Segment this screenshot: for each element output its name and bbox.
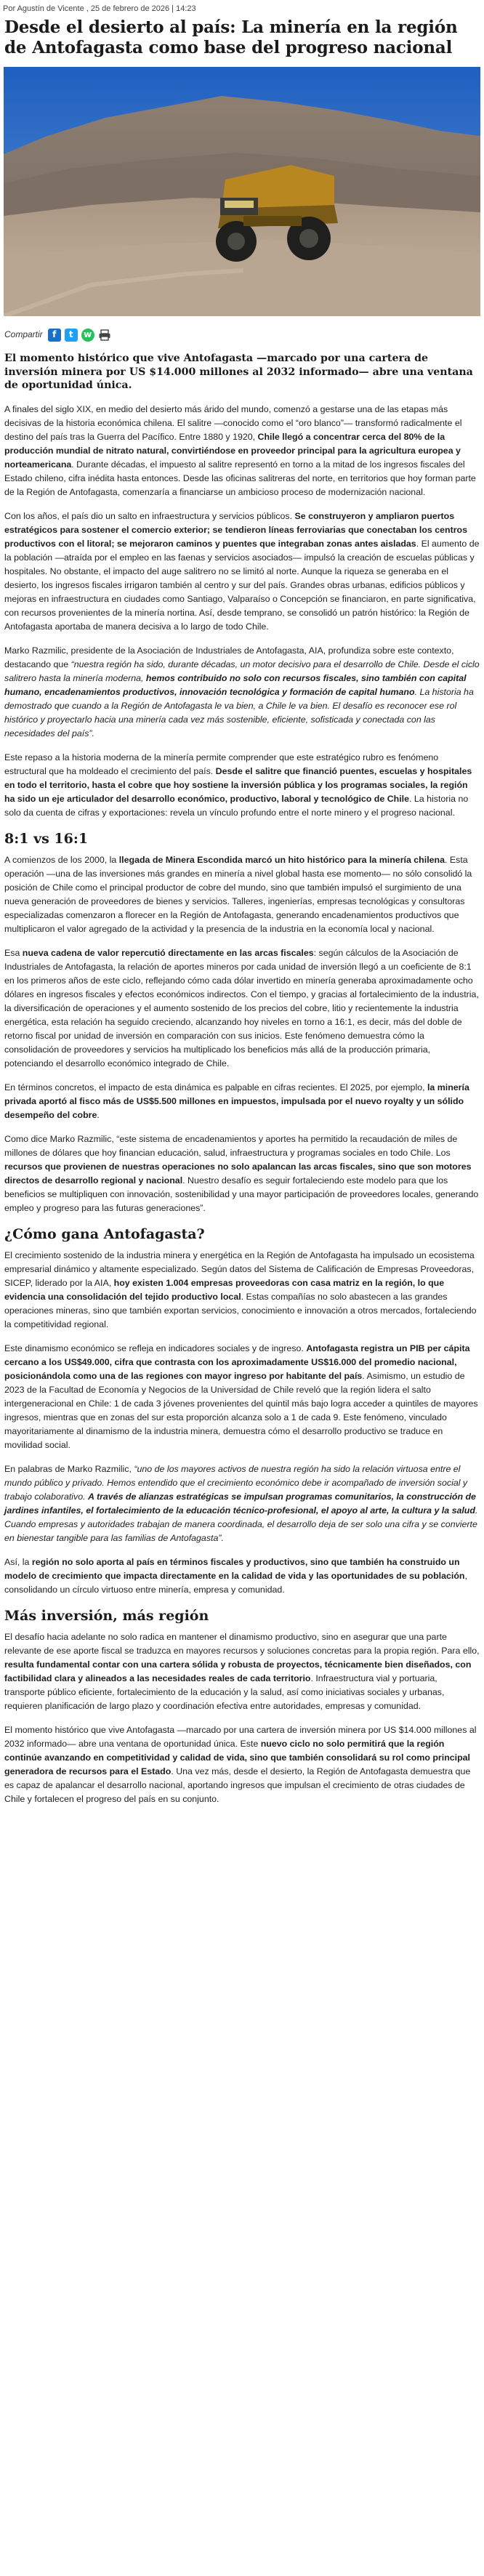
paragraph-12: Así, la región no solo aporta al país en términos fiscales y productivos, sino que también ha construido un modelo de crecimiento que impacta directamente en la calidad de vida y las oportunidades de su población, consolidando un círculo virtuoso entre minería, empresa y comunidad. — [4, 1556, 467, 1595]
subheading-como-gana: ¿Cómo gana Antofagasta? — [4, 1225, 205, 1242]
whatsapp-share-button[interactable]: w — [81, 329, 94, 342]
paragraph-6: Esa nueva cadena de valor repercutió directamente en las arcas fiscales: según cálculos de la Asociación de Industriales de Antofagasta, la relación de aportes mineros por cada unidad de inversión llegó a un coeficiente de 8:1 en los primeros años de este ciclo, reflejando cómo cada dólar invertido en minería generaba aproximadamente ocho dólares en ingresos fiscales y efectos económicos indirectos. Con el tiempo, y gracias al fortalecimiento de la industria, la diversificación de operaciones y el aumento sostenido de los precios del cobre, litio y recientemente la industria energética, esta relación ha seguido creciendo, alcanzando hoy niveles en torno a 16:1, es decir, más del doble de retorno fiscal por unidad de inversión en comparación con sus inicios. Este fenómeno demuestra cómo la consolidación de proveedores y servicios ha multiplicado los beneficios más allá de la producción primaria, potenciando el desarrollo económico integrado de Chile. — [4, 947, 479, 1068]
paragraph-1: A finales del siglo XIX, en medio del desierto más árido del mundo, comenzó a gestarse una de las etapas más decisivas de la historia económica chilena. El salitre —conocido como el “oro blanco”— transformó radicalmente el destino del país tras la Guerra del Pacífico. Entre 1880 y 1920, Chile llegó a concentrar cerca del 80% de la producción mundial de nitrato natural, convirtiéndose en proveedor principal para la agricultura europea y norteamericana. Durante décadas, el impuesto al salitre representó en torno a la mitad de los ingresos fiscales del Estado chileno, cifra inédita hasta entonces. Desde las oficinas salitreras del norte, en territorios que hoy forman parte de la Región de Antofagasta, comenzaría a financiarse un ambicioso proceso de modernización nacional. — [4, 403, 476, 497]
paragraph-11: En palabras de Marko Razmilic, “uno de los mayores activos de nuestra región ha sido la relación virtuosa entre el mundo público y privado. Hemos entendido que el crecimiento económico debe ir acompañado de inversión social y trabajo colaborativo. A través de alianzas estratégicas se impulsan programas comunitarios, la construcción de jardines infantiles, el fortalecimiento de la educación técnico-profesional, el apoyo al arte, la cultura y la salud. Cuando empresas y autoridades trabajan de manera coordinada, el desarrollo deja de ser solo una cifra y se convierte en bienestar tangible para las familias de Antofagasta”. — [4, 1463, 478, 1543]
article-byline: Por Agustín de Vicente , 25 de febrero de 2026 | 14:23 — [3, 4, 196, 13]
share-label: Compartir — [4, 329, 43, 339]
paragraph-7: En términos concretos, el impacto de esta dinámica es palpable en cifras recientes. El 2025, por ejemplo, la minería privada aportó al fisco más de US$5.500 millones en impuestos, impulsada por el nuevo royalty y un sólido desempeño del cobre. — [4, 1082, 469, 1120]
print-icon[interactable] — [98, 329, 111, 342]
subheading-ratio: 8:1 vs 16:1 — [4, 830, 89, 847]
twitter-share-button[interactable]: t — [65, 329, 78, 342]
paragraph-3: Marko Razmilic, presidente de la Asociación de Industriales de Antofagasta, AIA, profundiza sobre este contexto, destacando que “nuestra región ha sido, durante décadas, un motor decisivo para el desarrollo de Chile. Desde el ciclo salitrero hasta la minería moderna, hemos contribuido no solo con recursos fiscales, sino también con capital humano, encadenamientos productivos, innovación tecnológica y formación de capital humano. La historia ha demostrado que cuando a la Región de Antofagasta le va bien, a Chile le va bien. El desafío es reconocer ese rol histórico y proyectarlo hacia una minería cada vez más sostenible, eficiente, sofisticada y conectada con las necesidades del país”. — [4, 645, 480, 738]
paragraph-9: El crecimiento sostenido de la industria minera y energética en la Región de Antofagasta ha impulsado un ecosistema empresarial dinámico y altamente especializado. Según datos del Sistema de Calificación de Empresas Proveedoras, SICEP, liderado por la AIA, hoy existen 1.004 empresas proveedoras con casa matriz en la región, lo que evidencia una consolidación del tejido productivo local. Estas compañías no solo abastecen a las grandes operaciones mineras, sino que también exportan servicios, conocimiento e innovación a otros mercados, fortaleciendo la competitividad regional. — [4, 1249, 477, 1329]
paragraph-14: El momento histórico que vive Antofagasta —marcado por una cartera de inversión minera por US $14.000 millones al 2032 informado— abre una ventana de oportunidad única. Este nuevo ciclo no solo permitirá que la región continúe avanzando en competitividad y calidad de vida, sino que también consolidará su rol como principal generadora de recursos para el Estado. Una vez más, desde el desierto, la Región de Antofagasta demuestra que es capaz de apalancar el desarrollo nacional, aportando ingresos que impulsan el crecimiento de otras ciudades de Chile y fortalecen el progreso del país en su conjunto. — [4, 1724, 477, 1804]
paragraph-2: Con los años, el país dio un salto en infraestructura y servicios públicos. Se construyeron y ampliaron puertos estratégicos para sostener el comercio exterior; se tendieron líneas ferroviarias que conectaban los centros productivos con el litoral; se mejoraron caminos y puentes que integraban zonas antes aisladas. El aumento de la población —atraída por el empleo en las faenas y servicios asociados— impulsó la creación de escuelas públicas y hospitales. No obstante, el impacto del auge salitrero no se limitó al norte. Aunque la riqueza se generaba en el desierto, los ingresos fiscales irrigaron también al centro y sur del país. Grandes obras urbanas, edificios públicos y mejoras en infraestructura en ciudades como Santiago, Valparaíso o Concepción se financiaron, en parte significativa, con recursos provenientes de la minería nortina. Así, desde temprano, se consolidó un patrón histórico: la Región de Antofagasta aportaba de manera decisiva a lo largo de todo Chile. — [4, 510, 480, 632]
facebook-share-button[interactable]: f — [48, 329, 61, 342]
article-headline: Desde el desierto al país: La minería en la región de Antofagasta como base del progreso nacional — [4, 17, 458, 57]
hero-photo-mining-truck — [4, 67, 480, 316]
paragraph-4: Este repaso a la historia moderna de la minería permite comprender que este estratégico rubro es fenómeno estructural que ha moldeado el crecimiento del país. Desde el salitre que financió puentes, escuelas y hospitales en todo el territorio, hasta el cobre que hoy sostiene la inversión pública y los programas sociales, la región ha sido un eje articulador del desarrollo económico, productivo, laboral y tecnológico de Chile. La historia no solo da cuenta de cifras y exportaciones: revela un vínculo profundo entre el norte minero y el progreso nacional. — [4, 752, 472, 818]
subheading-mas-inversion: Más inversión, más región — [4, 1607, 209, 1624]
paragraph-5: A comienzos de los 2000, la llegada de Minera Escondida marcó un hito histórico para la minería chilena. Esta operación —una de las inversiones más grandes en minería a nivel global hasta ese momento— no sólo consolidó la posición de Chile como el principal productor de cobre del mundo, sino que también impulsó el surgimiento de una nueva generación de proveedores de bienes y servicios. Talleres, ingenierías, empresas tecnológicas y consultoras especializadas comenzaron a florecer en la Región de Antofagasta, generando encadenamientos productivos que multiplicaron el valor agregado de la actividad y la presencia de la industria en la economía local y nacional. — [4, 854, 472, 934]
paragraph-10: Este dinamismo económico se refleja en indicadores sociales y de ingreso. Antofagasta registra un PIB per cápita cercano a los US$49.000, cifra que contrasta con los aproximadamente US$16.000 del promedio nacional, posicionándola como una de las regiones con mayor ingreso por habitante del país. Asimismo, un estudio de 2023 de la Facultad de Economía y Negocios de la Universidad de Chile reveló que la región lidera el salto intergeneracional en Chile: 1 de cada 3 jóvenes provenientes del quintil más bajo logra acceder a quintiles de mayores ingresos, mientras que en zonas del sur esta proporción alcanza solo a 1 de cada 9. Este fenómeno, vinculado mayoritariamente al dinamismo de la industria minera, demuestra cómo el desarrollo productivo se traduce en movilidad social. — [4, 1343, 478, 1450]
share-bar — [4, 328, 480, 342]
article-lede: El momento histórico que vive Antofagasta —marcado por una cartera de inversión minera por US $14.000 millones al 2032 informado— abre una ventana de oportunidad única. — [4, 353, 473, 391]
paragraph-13: El desafío hacia adelante no solo radica en mantener el dinamismo productivo, sino en asegurar que una parte relevante de ese aporte fiscal se traduzca en mayores recursos y soluciones concretas para la propia región. Para ello, resulta fundamental contar con una cartera sólida y robusta de proyectos, técnicamente bien diseñados, con factibilidad clara y alineados a las necesidades reales de cada territorio. Infraestructura vial y portuaria, transporte público eficiente, fortalecimiento de la educación y la salud, así como iniciativas sociales y urbanas, requieren planificación de largo plazo y coordinación efectiva entre autoridades, empresas y comunidad. — [4, 1631, 480, 1711]
paragraph-8: Como dice Marko Razmilic, “este sistema de encadenamientos y aportes ha permitido la recaudación de miles de millones de dólares que hoy financian educación, salud, infraestructura y programas sociales en todo Chile. Los recursos que provienen de nuestras operaciones no solo apalancan las arcas fiscales, sino que son motores directos de desarrollo regional y nacional. Nuestro desafío es seguir fortaleciendo este modelo para que los beneficios se multipliquen con innovación, sostenibilidad y una mayor participación de proveedores locales, generando empleo y progreso para las futuras generaciones”. — [4, 1133, 479, 1213]
